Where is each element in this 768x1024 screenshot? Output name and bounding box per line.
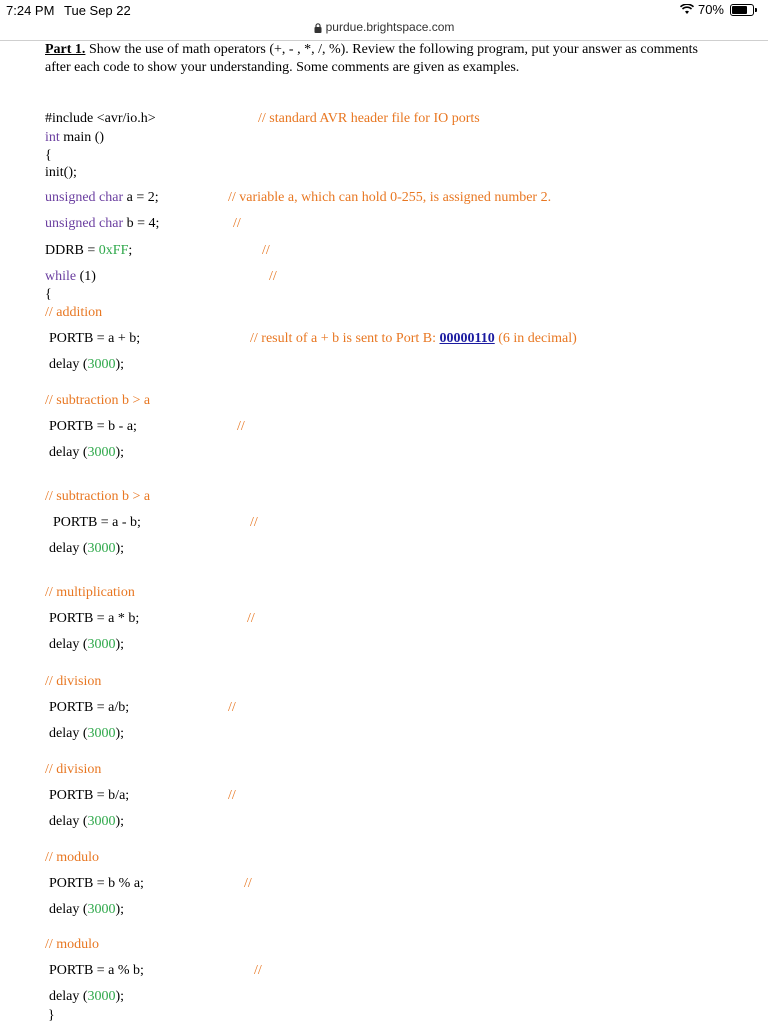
while-line: while (1): [45, 269, 96, 284]
init-line: init();: [45, 165, 77, 180]
statement-comment: //: [244, 876, 252, 891]
intro-text: Show the use of math operators (+, - , *, /, %). Review the following program, put your answer as comments after each code to show your understanding. Some comments are given as examples.: [45, 42, 698, 75]
document: [0, 41, 768, 1024]
b-comment: //: [233, 216, 241, 231]
part-label: Part 1.: [45, 42, 86, 57]
a-decl-line: unsigned char a = 2;: [45, 190, 159, 205]
block-label: // subtraction b > a: [45, 489, 151, 504]
statement-comment: //: [228, 700, 236, 715]
block-label: // modulo: [45, 850, 100, 865]
ddrb-line: DDRB = 0xFF;: [45, 243, 133, 258]
statement-comment: //: [237, 419, 245, 434]
portb-statement: PORTB = a + b;: [49, 331, 141, 346]
statement-comment: //: [228, 788, 236, 803]
include-comment: // standard AVR header file for IO ports: [258, 111, 480, 126]
portb-statement: PORTB = b - a;: [49, 419, 137, 434]
binary-result-link[interactable]: 00000110: [439, 331, 495, 346]
a-comment: // variable a, which can hold 0-255, is assigned number 2.: [228, 190, 552, 205]
delay-line: delay (3000);: [49, 814, 125, 829]
status-bar: [0, 0, 768, 41]
main-line: int main (): [45, 130, 105, 145]
delay-line: delay (3000);: [49, 357, 125, 372]
comment-prefix: // result of a + b is sent to Port B:: [250, 331, 440, 346]
b-decl-line: unsigned char b = 4;: [45, 216, 160, 231]
include-line: #include <avr/io.h>: [45, 111, 156, 126]
delay-line: delay (3000);: [49, 902, 125, 917]
battery-percent: 70%: [697, 2, 724, 17]
statement-comment: //: [250, 515, 258, 530]
portb-statement: PORTB = a % b;: [49, 963, 144, 978]
while-comment: //: [269, 269, 277, 284]
ddrb-comment: //: [262, 243, 270, 258]
close-brace: }: [48, 1008, 55, 1023]
portb-statement: PORTB = b/a;: [49, 788, 130, 803]
portb-statement: PORTB = a - b;: [53, 515, 141, 530]
open-brace: {: [45, 148, 52, 163]
lock-icon: [314, 23, 322, 33]
status-time: 7:24 PM: [6, 3, 55, 18]
delay-line: delay (3000);: [49, 445, 125, 460]
block-label: // modulo: [45, 937, 100, 952]
block-label: // division: [45, 762, 102, 777]
portb-statement: PORTB = b % a;: [49, 876, 144, 891]
comment-suffix: (6 in decimal): [494, 331, 577, 346]
statement-comment: [250, 331, 577, 347]
url-text: purdue.brightspace.com: [325, 20, 455, 34]
intro-paragraph: [45, 41, 705, 77]
block-label: // addition: [45, 305, 103, 320]
status-date: Tue Sep 22: [64, 3, 131, 18]
wifi-icon: [680, 4, 694, 15]
delay-line: delay (3000);: [49, 541, 125, 556]
battery-icon: [730, 4, 754, 16]
portb-statement: PORTB = a/b;: [49, 700, 130, 715]
portb-statement: PORTB = a * b;: [49, 611, 140, 626]
block-label: // division: [45, 674, 102, 689]
block-label: // multiplication: [45, 585, 135, 600]
block-label: // subtraction b > a: [45, 393, 151, 408]
delay-line: delay (3000);: [49, 637, 125, 652]
statement-comment: //: [247, 611, 255, 626]
status-right: [680, 2, 754, 17]
delay-line: delay (3000);: [49, 726, 125, 741]
address-bar[interactable]: [0, 20, 768, 34]
delay-line: delay (3000);: [49, 989, 125, 1004]
statement-comment: //: [254, 963, 262, 978]
while-open-brace: {: [45, 287, 52, 302]
